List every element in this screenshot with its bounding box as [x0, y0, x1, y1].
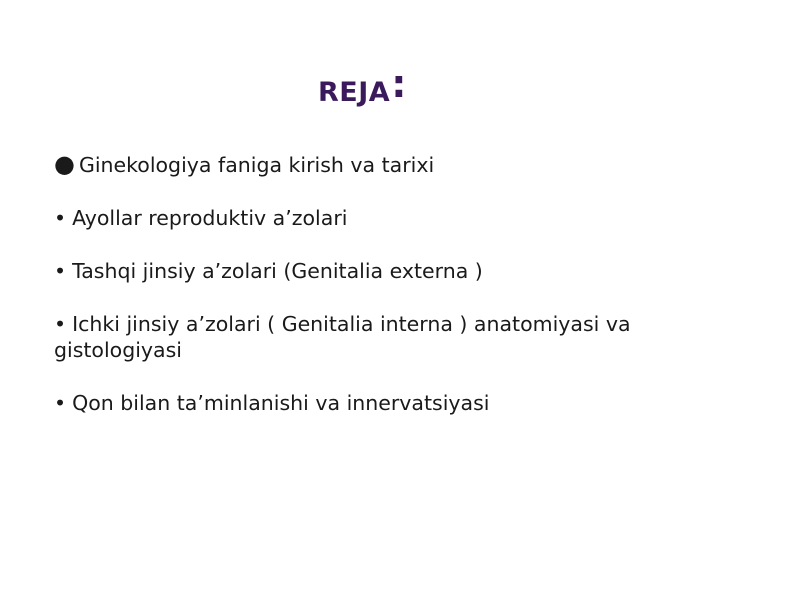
bullet-icon: • [54, 259, 67, 283]
bullet-icon: • [54, 312, 67, 336]
slide-title-word: REJA [318, 77, 391, 108]
agenda-item [54, 258, 674, 284]
agenda-item [54, 390, 674, 416]
agenda-item-text: Qon bilan ta’minlanishi va innervatsiyasi [72, 391, 490, 415]
agenda-item-text: Tashqi jinsiy a’zolari (Genitalia externa ) [72, 259, 483, 283]
agenda-item-text: Ayollar reproduktiv a’zolari [72, 206, 348, 230]
agenda-item [54, 205, 674, 231]
agenda-item [54, 152, 674, 178]
bullet-icon: • [54, 206, 67, 230]
agenda-item [54, 311, 674, 363]
agenda-item-text: Ichki jinsiy a’zolari ( Genitalia interna ) anatomiyasi va gistologiyasi [54, 312, 631, 362]
agenda-item-text: Ginekologiya faniga kirish va tarixi [78, 153, 435, 177]
bullet-icon: • [54, 391, 67, 415]
bullet-icon: ● [54, 150, 75, 178]
slide-title [318, 62, 407, 113]
agenda-list [54, 152, 674, 443]
slide-title-colon: : [391, 62, 407, 106]
